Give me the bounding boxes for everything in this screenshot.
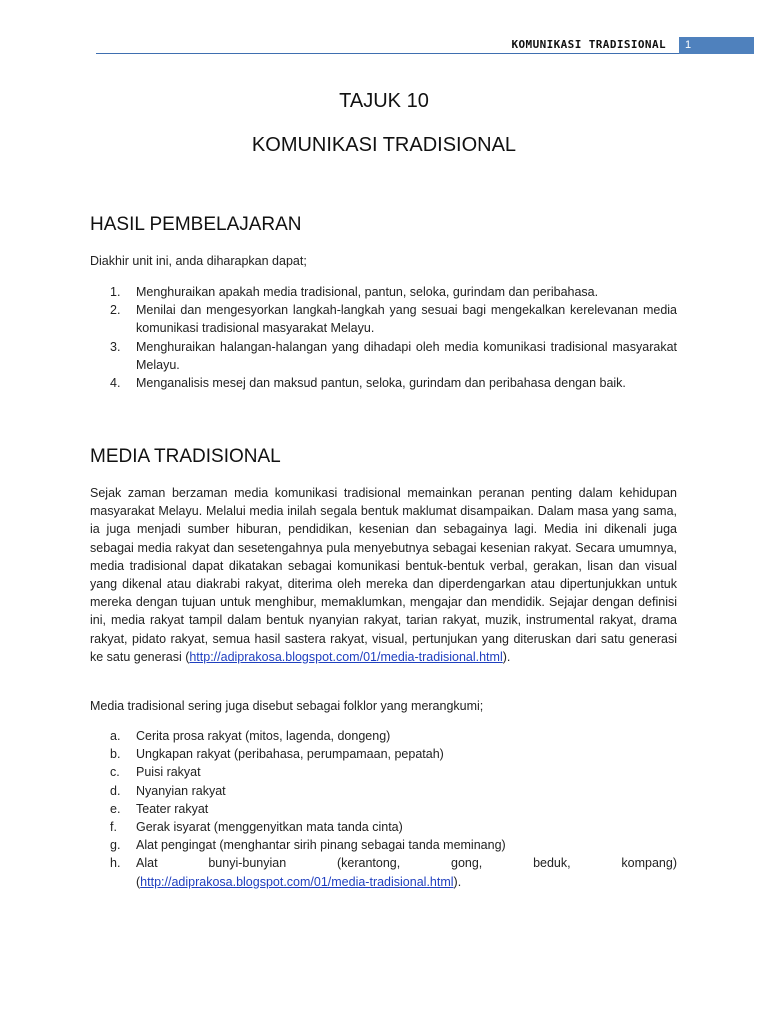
list-item — [90, 763, 677, 781]
list-item-text: Teater rakyat — [136, 801, 209, 816]
list-item-text: Nyanyian rakyat — [136, 783, 226, 798]
list-item — [90, 301, 677, 337]
list-item-text: Alat pengingat (menghantar sirih pinang sebagai tanda meminang) — [136, 838, 506, 853]
list-item-text: Menghuraikan apakah media tradisional, pantun, seloka, gurindam dan peribahasa. — [136, 285, 599, 299]
list-item-text: Gerak isyarat (menggenyitkan mata tanda cinta) — [136, 820, 403, 835]
list-marker: h. — [110, 856, 121, 871]
list-marker: f. — [110, 820, 117, 835]
paragraph-end: ). — [502, 649, 511, 664]
header-rule — [96, 53, 754, 54]
list-item — [90, 283, 677, 301]
list-item — [90, 745, 677, 763]
list-item-source — [136, 873, 677, 891]
list-item-text: Menganalisis mesej dan maksud pantun, seloka, gurindam dan peribahasa dengan baik. — [136, 376, 626, 391]
list-item — [90, 374, 677, 392]
list-item — [90, 727, 677, 745]
hasil-intro: Diakhir unit ini, anda diharapkan dapat; — [90, 254, 307, 268]
list-marker: 4. — [110, 376, 121, 391]
list-item — [90, 338, 677, 374]
list-marker: d. — [110, 783, 121, 798]
paren-open: ( — [136, 874, 141, 889]
source-link[interactable]: http://adiprakosa.blogspot.com/01/media-tradisional.html — [189, 649, 503, 664]
list-item — [90, 836, 677, 854]
paren-close: ). — [453, 874, 462, 889]
list-item-text: Alat bunyi-bunyian (kerantong, gong, beduk, kompang) — [136, 856, 677, 871]
list-marker: g. — [110, 838, 121, 853]
section-heading-hasil: HASIL PEMBELAJARAN — [90, 214, 302, 235]
section-heading-media: MEDIA TRADISIONAL — [90, 446, 281, 467]
learning-outcomes-list — [90, 283, 677, 392]
running-header — [96, 36, 754, 54]
list-marker: 2. — [110, 303, 121, 318]
list-item-text: Cerita prosa rakyat (mitos, lagenda, dongeng) — [136, 729, 391, 743]
folklor-intro: Media tradisional sering juga disebut sebagai folklor yang merangkumi; — [90, 699, 484, 713]
list-item-text: Puisi rakyat — [136, 765, 201, 780]
running-title: KOMUNIKASI TRADISIONAL — [511, 38, 666, 51]
list-marker: 3. — [110, 339, 121, 354]
list-item — [90, 800, 677, 818]
list-marker: e. — [110, 801, 121, 816]
paragraph-text: Sejak zaman berzaman media komunikasi tradisional memainkan peranan penting dalam kehidupan masyarakat Melayu. Melalui media inilah segala bentuk maklumat disampaikan. Dalam masa yang sama, ia juga menjadi sumber hiburan, pendidikan, kesenian dan sebagainya lagi. Media ini dikenali juga sebagai media rakyat dan sesetengahnya pula menyebutnya sebagai kesenian rakyat. Secara umumnya, media tradisional dapat dikatakan sebagai komunikasi bentuk-bentuk verbal, gerakan, lisan dan visual yang dikenal atau diakrabi rakyat, diterima oleh mereka dan diperdengarkan atau dipertunjukkan untuk mereka dengan tujuan untuk menghibur, memaklumkan, mengajar dan mendidik. Sejajar dengan definisi ini, media rakyat tampil dalam bentuk nyanyian rakyat, tarian rakyat, muzik, instrumental rakyat, drama rakyat, pidato rakyat, semua hasil sastera rakyat, visual, pertunjukan yang diteruskan dari satu generasi ke satu generasi ( — [90, 486, 677, 664]
list-marker: a. — [110, 729, 121, 743]
list-marker: c. — [110, 765, 120, 780]
chapter-number: TAJUK 10 — [339, 90, 429, 112]
list-item-text: Menilai dan mengesyorkan langkah-langkah yang sesuai bagi mengekalkan kerelevanan media komunikasi tradisional masyarakat Melayu. — [136, 303, 677, 336]
page-number-badge: 1 — [679, 37, 754, 54]
list-marker: 1. — [110, 285, 121, 299]
chapter-title: KOMUNIKASI TRADISIONAL — [251, 134, 517, 156]
list-item — [90, 782, 677, 800]
list-item-text: Menghuraikan halangan-halangan yang dihadapi oleh media komunikasi tradisional masyarakat Melayu. — [136, 339, 677, 372]
media-paragraph — [90, 484, 677, 666]
list-item-text: Ungkapan rakyat (peribahasa, perumpamaan, pepatah) — [136, 747, 444, 762]
list-item — [90, 818, 677, 836]
list-marker: b. — [110, 747, 121, 762]
source-link[interactable]: http://adiprakosa.blogspot.com/01/media-tradisional.html — [140, 874, 454, 889]
list-item — [90, 854, 677, 890]
folklor-list — [90, 727, 677, 891]
